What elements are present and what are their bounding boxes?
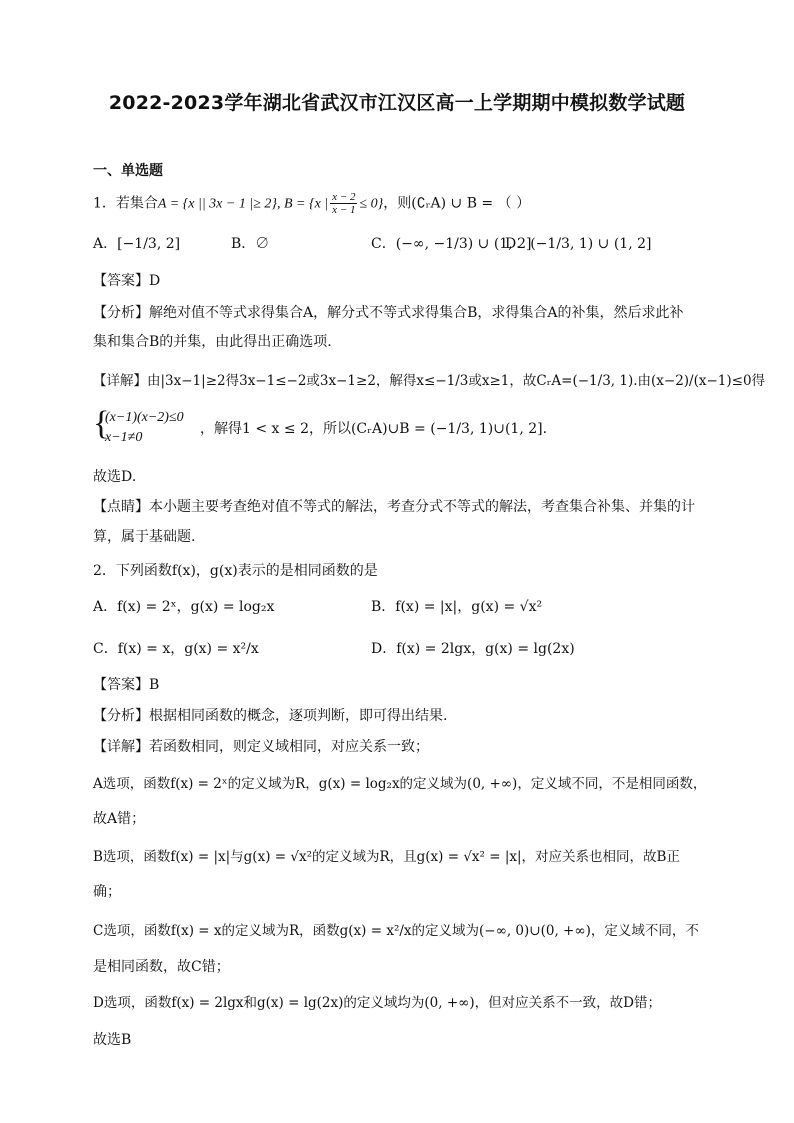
q1-option-a: A．[−1/3, 2] [93, 236, 181, 252]
q2-stem: 2．下列函数f(x)，g(x)表示的是相同函数的是 [93, 563, 378, 579]
q1-fraction-denominator: x − 1 [332, 204, 356, 216]
q1-option-b: B．∅ [231, 236, 270, 252]
section-heading: 一、单选题 [93, 163, 163, 179]
q1-prefix: 1．若集合 [93, 195, 158, 212]
q2-detail: 【详解】若函数相同，则定义域相同，对应关系一致； [93, 739, 429, 755]
q2-option-d: D．f(x) = 2lgx，g(x) = lg(2x) [371, 641, 575, 657]
q2-conclusion: 故选B [93, 1032, 132, 1048]
q2-answer: 【答案】B [93, 677, 160, 693]
q1-stem [93, 191, 530, 216]
q2-options-row-1 [93, 598, 713, 618]
q2-option-b-explain-1: B选项，函数f(x) = |x|与g(x) = √x²的定义域为R，且g(x) = √x² = |x|，对应关系也相同，故B正 [93, 849, 680, 865]
q1-comment-line-1: 【点睛】本小题主要考查绝对值不等式的解法，考查分式不等式的解法，考查集合补集、并集的计 [93, 499, 695, 515]
q1-set-b-pre: , B = {x | [276, 196, 329, 212]
q1-system-row-1: (x−1)(x−2)≤0 [105, 410, 184, 425]
q1-fraction-numerator: x − 2 [332, 191, 356, 203]
q2-option-c-explain-1: C选项，函数f(x) = x的定义域为R，函数g(x) = x²/x的定义域为(−∞, 0)∪(0, +∞)，定义域不同，不 [93, 923, 699, 939]
q1-system-row-2: x−1≠0 [105, 430, 143, 445]
q1-option-d: D．(−1/3, 1) ∪ (1, 2] [505, 236, 652, 252]
q1-set-a: A = {x || 3x − 1 |≥ 2} [157, 196, 277, 212]
q1-analysis-line-1: 【分析】解绝对值不等式求得集合A，解分式不等式求得集合B，求得集合A的补集，然后求此补 [93, 305, 684, 321]
q1-fraction [330, 191, 357, 216]
q2-option-a-explain-2: 故A错； [93, 811, 146, 827]
q2-option-d-explain: D选项，函数f(x) = 2lgx和g(x) = lg(2x)的定义域均为(0, +∞)，但对应关系不一致，故D错； [93, 995, 661, 1011]
q1-detail-line-1: 【详解】由|3x−1|≥2得3x−1≤−2或3x−1≥2，解得x≤−1/3或x≥1，故CᵣA=(−1/3, 1).由(x−2)/(x−1)≤0得 [93, 373, 766, 389]
page-title: 2022-2023学年湖北省武汉市江汉区高一上学期期中模拟数学试题 [108, 92, 686, 114]
q1-set-b-post: ≤ 0} [359, 196, 384, 212]
q1-options [93, 235, 713, 255]
brace-symbol: { [93, 405, 110, 442]
q2-option-c-explain-2: 是相同函数，故C错； [93, 959, 230, 975]
q2-options-row-2 [93, 640, 713, 660]
q1-option-c: C．(−∞, −1/3) ∪ (1, 2] [371, 236, 532, 252]
q1-conclusion: 故选D. [93, 469, 137, 485]
q2-option-b: B．f(x) = |x|，g(x) = √x² [371, 599, 543, 615]
q2-option-a-explain-1: A选项，函数f(x) = 2ˣ的定义域为R，g(x) = log₂x的定义域为(0, +∞)，定义域不同，不是相同函数， [93, 776, 707, 792]
q2-option-a: A．f(x) = 2ˣ，g(x) = log₂x [93, 599, 275, 615]
q2-option-c: C．f(x) = x，g(x) = x²/x [93, 641, 259, 657]
q2-option-b-explain-2: 确； [93, 884, 121, 900]
q1-inequality-system [93, 405, 203, 448]
q1-comment-line-2: 算，属于基础题. [93, 529, 196, 545]
q1-detail-line-2: ，解得1 < x ≤ 2，所以(CᵣA)∪B = (−1/3, 1)∪(1, 2]. [200, 421, 548, 437]
q2-analysis: 【分析】根据相同函数的概念，逐项判断，即可得出结果. [93, 708, 448, 724]
q1-answer: 【答案】D [93, 273, 161, 289]
q1-analysis-line-2: 集和集合B的并集，由此得出正确选项. [93, 334, 332, 350]
q1-ask: ，则(∁ᵣA) ∪ B = （ ） [383, 195, 531, 212]
